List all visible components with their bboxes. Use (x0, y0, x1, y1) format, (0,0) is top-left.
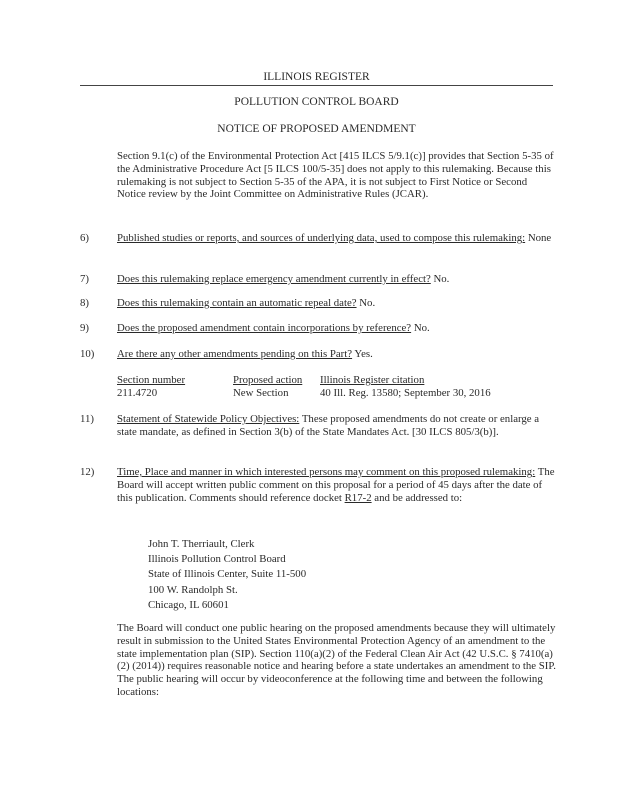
item-body (117, 348, 555, 361)
agency-title: POLLUTION CONTROL BOARD (234, 96, 399, 108)
table-header-section: Section number (117, 374, 186, 386)
item-label: Are there any other amendments pending on this Part? (117, 348, 353, 360)
item-answer: None (527, 232, 552, 244)
item-body (117, 273, 555, 286)
item-body (117, 466, 555, 504)
item-number: 11) (80, 413, 94, 425)
table-cell-action: New Section (233, 387, 289, 399)
address-city: Chicago, IL 60601 (148, 598, 229, 611)
table-header-action: Proposed action (233, 374, 303, 386)
item-answer: No. (413, 322, 430, 334)
item-label: Time, Place and manner in which interested persons may comment on this proposed rulemaking: (117, 466, 536, 478)
table-header-citation: Illinois Register citation (320, 374, 425, 386)
item-label: Statement of Statewide Policy Objectives: (117, 413, 300, 425)
item-number: 10) (80, 348, 95, 360)
address-org: Illinois Pollution Control Board (148, 553, 286, 566)
address-street: 100 W. Randolph St. (148, 583, 238, 596)
item-body (117, 322, 555, 335)
item-number: 9) (80, 322, 89, 334)
table-cell-citation: 40 Ill. Reg. 13580; September 30, 2016 (320, 387, 491, 399)
item-number: 12) (80, 466, 95, 478)
item-answer: These proposed amendments do not create or enlarge a state mandate, as defined in Section 3(b) of the State Mandates Act. [30 ILCS 805/3(b)]. (117, 413, 540, 438)
item-answer: The Board will accept written public comment on this proposal for a period of 45 days after the date of this publication. Comments should reference docket (117, 466, 555, 504)
notice-title: NOTICE OF PROPOSED AMENDMENT (217, 123, 416, 135)
item-answer: No. (359, 297, 376, 309)
address-building: State of Illinois Center, Suite 11-500 (148, 568, 307, 581)
item-label: Does this rulemaking contain an automatic repeal date? (117, 297, 357, 309)
hearing-paragraph: The Board will conduct one public hearing on the proposed amendments because they will ultimately result in submission to the United States Environmental Protection Agency of an amendment to the state implementation plan (SIP). Section 110(a)(2) of the Federal Clean Air Act (42 U.S.C. § 7410(a)(2) (2014)) requires reasonable notice and hearing before a state undertakes an amendment to the SIP. The public hearing will occur by videoconference at the following time and between the following locations: (117, 622, 556, 698)
item-number: 7) (80, 273, 89, 285)
table-cell-section: 211.4720 (117, 387, 158, 399)
intro-paragraph: Section 9.1(c) of the Environmental Protection Act [415 ILCS 5/9.1(c)] provides that Section 5-35 of the Administrative Procedure Act [5 ILCS 100/5-35] does not apply to this rulemaking. Because this rulemaking is not subject to Section 5-35 of the APA, it is not subject to First Notice or Second Notice review by the Joint Committee on Administrative Rules (JCAR). (117, 150, 554, 201)
register-header: ILLINOIS REGISTER (80, 70, 553, 86)
item-label: Published studies or reports, and sources of underlying data, used to compose this rulemaking: (117, 232, 526, 244)
item-number: 6) (80, 232, 89, 244)
docket-number: R17-2 (344, 491, 372, 504)
item-label: Does the proposed amendment contain incorporations by reference? (117, 322, 412, 334)
item-number: 8) (80, 297, 89, 309)
address-block (148, 537, 306, 613)
item-answer: No. (433, 273, 450, 285)
item-label: Does this rulemaking replace emergency amendment currently in effect? (117, 273, 431, 285)
item-answer-tail: and be addressed to: (374, 491, 463, 504)
item-body (117, 297, 555, 310)
item-body (117, 413, 555, 439)
item-body (117, 232, 555, 245)
item-answer: Yes. (354, 348, 373, 360)
address-name: John T. Therriault, Clerk (148, 538, 255, 550)
